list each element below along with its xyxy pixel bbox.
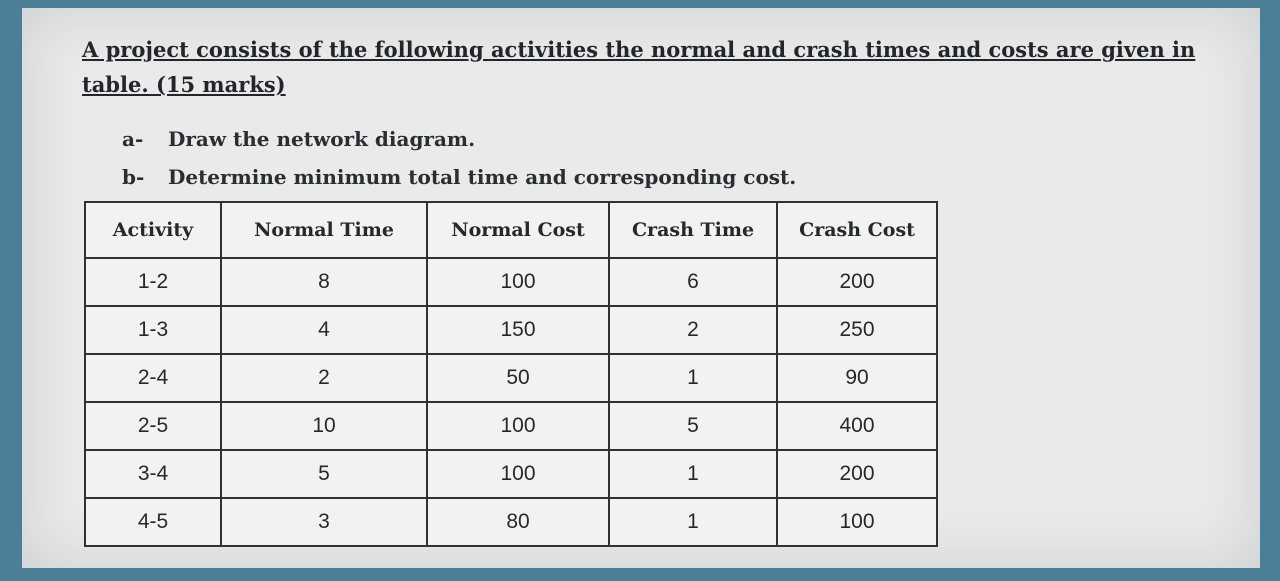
cell-activity: 2-5 xyxy=(85,402,221,450)
header-normal-time: Normal Time xyxy=(221,202,427,258)
cell-crash-cost: 90 xyxy=(777,354,937,402)
cell-normal-time: 10 xyxy=(221,402,427,450)
cell-crash-time: 2 xyxy=(609,306,777,354)
cell-activity: 1-2 xyxy=(85,258,221,306)
question-heading: A project consists of the following activities the normal and crash times and costs are given in table. (15 marks) xyxy=(82,37,1196,97)
cell-crash-time: 1 xyxy=(609,354,777,402)
cell-crash-cost: 200 xyxy=(777,450,937,498)
cell-normal-time: 8 xyxy=(221,258,427,306)
cell-normal-cost: 50 xyxy=(427,354,609,402)
document-page xyxy=(22,8,1260,568)
cell-crash-time: 1 xyxy=(609,498,777,546)
header-crash-time: Crash Time xyxy=(609,202,777,258)
cell-normal-time: 2 xyxy=(221,354,427,402)
cell-crash-time: 6 xyxy=(609,258,777,306)
table-row xyxy=(85,498,937,546)
header-crash-cost: Crash Cost xyxy=(777,202,937,258)
question-item-b xyxy=(122,158,796,196)
cell-normal-time: 3 xyxy=(221,498,427,546)
activity-table xyxy=(84,201,938,547)
cell-activity: 4-5 xyxy=(85,498,221,546)
cell-normal-cost: 100 xyxy=(427,450,609,498)
cell-crash-cost: 100 xyxy=(777,498,937,546)
cell-crash-cost: 200 xyxy=(777,258,937,306)
cell-crash-cost: 400 xyxy=(777,402,937,450)
table-row xyxy=(85,450,937,498)
question-list xyxy=(122,120,796,196)
cell-activity: 2-4 xyxy=(85,354,221,402)
cell-normal-cost: 100 xyxy=(427,402,609,450)
header-normal-cost: Normal Cost xyxy=(427,202,609,258)
header-activity: Activity xyxy=(85,202,221,258)
cell-normal-cost: 80 xyxy=(427,498,609,546)
cell-normal-time: 5 xyxy=(221,450,427,498)
table-row xyxy=(85,258,937,306)
cell-crash-time: 5 xyxy=(609,402,777,450)
cell-normal-cost: 100 xyxy=(427,258,609,306)
table-row xyxy=(85,354,937,402)
question-marker: b- xyxy=(122,165,145,189)
cell-crash-cost: 250 xyxy=(777,306,937,354)
question-item-a xyxy=(122,120,796,158)
question-text: Draw the network diagram. xyxy=(168,127,476,151)
question-marker: a- xyxy=(122,127,144,151)
cell-activity: 3-4 xyxy=(85,450,221,498)
table-row xyxy=(85,402,937,450)
cell-normal-cost: 150 xyxy=(427,306,609,354)
cell-activity: 1-3 xyxy=(85,306,221,354)
table-header-row xyxy=(85,202,937,258)
cell-normal-time: 4 xyxy=(221,306,427,354)
cell-crash-time: 1 xyxy=(609,450,777,498)
question-text: Determine minimum total time and corresponding cost. xyxy=(168,165,797,189)
table-row xyxy=(85,306,937,354)
